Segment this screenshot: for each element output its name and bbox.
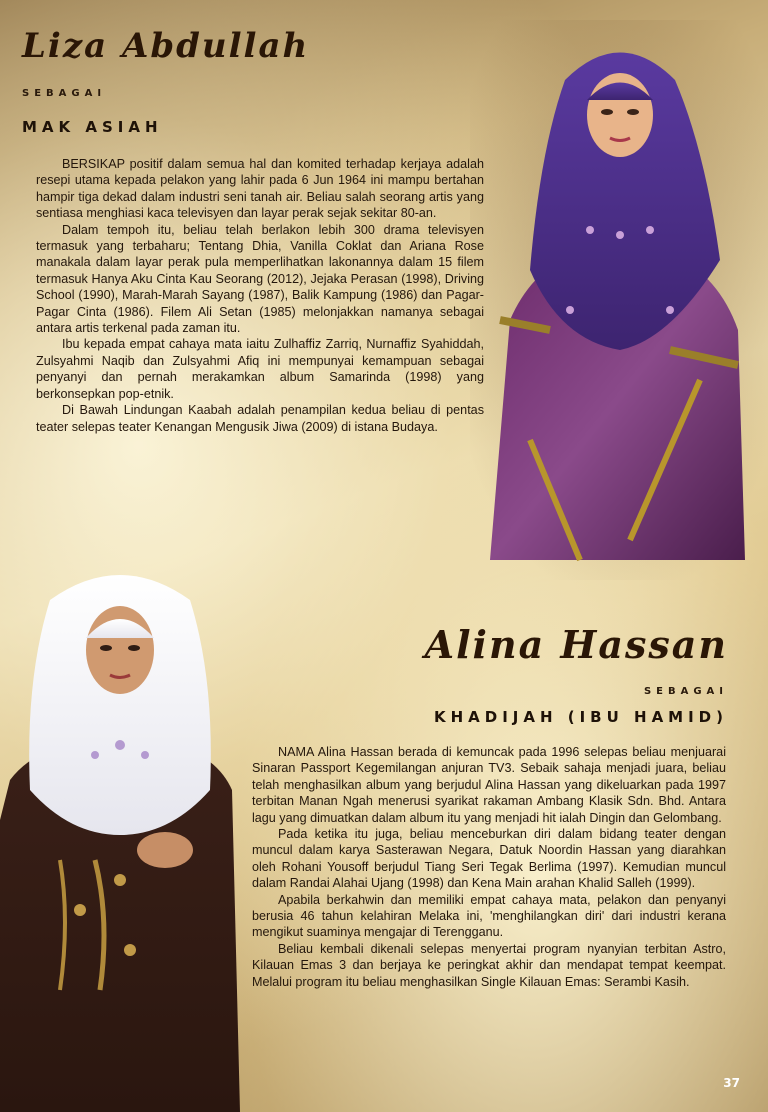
paragraph: Apabila berkahwin dan memiliki empat cahaya mata, pelakon dan penyanyi berusia 46 tahun kelahiran Melaka ini, 'menghilangkan diri' dari industri kerana mengikut suaminya mengajar di Terengganu. (252, 892, 726, 940)
paragraph: Beliau kembali dikenali selepas menyertai program nyanyian terbitan Astro, Kilauan Emas 3 dan berjaya ke peringkat akhir dan mendapat tempat keempat. Melalui program itu beliau menghasilkan Single Kilauan Emas: Serambi Kasih. (252, 941, 726, 989)
role-title-mak-asiah: MAK ASIAH (22, 118, 163, 136)
portrait-liza-abdullah (470, 20, 768, 580)
article-body-liza (36, 156, 484, 435)
role-title-khadijah: KHADIJAH (IBU HAMID) (433, 708, 728, 726)
portrait-alina-hassan (0, 560, 250, 1112)
paragraph: Pada ketika itu juga, beliau menceburkan diri dalam bidang teater dengan muncul dalam karya Sasterawan Negara, Datuk Noordin Hassan yang diarahkan oleh Rohani Yousoff berjudul Tiang Seri Tegak Berlima (1997). Kemudian muncul dalam Randai Alahai Ujang (1998) dan Kena Main arahan Khalid Salleh (1999). (252, 827, 726, 891)
sebagai-label-1: SEBAGAI (22, 88, 107, 99)
sebagai-label-2: SEBAGAI (643, 686, 728, 697)
name-heading-alina: Alina Hassan (424, 622, 728, 667)
page-number: 37 (723, 1076, 740, 1090)
paragraph: Di Bawah Lindungan Kaabah adalah penampilan kedua beliau di pentas teater selepas teater Kenangan Mengusik Jiwa (2009) di istana Budaya. (36, 403, 484, 434)
name-heading-liza: Liza Abdullah (22, 26, 310, 66)
paragraph: Ibu kepada empat cahaya mata iaitu Zulhaffiz Zarriq, Nurnaffiz Syahiddah, Zulsyahmi Naqib dan Zulsyahmi Afiq ini mempunyai kemampuan sebagai penyanyi dan pernah merakamkan album Samarinda (1998) yang berkonsepkan pop-etnik. (36, 337, 484, 401)
paragraph: BERSIKAP positif dalam semua hal dan komited terhadap kerjaya adalah resepi utama kepada pelakon yang lahir pada 6 Jun 1964 ini mampu bertahan hampir tiga dekad dalam industri seni tanah air. Beliau salah seorang artis yang sentiasa menghiasi kaca televisyen dan layar perak sejak sekitar 80-an. (36, 157, 484, 221)
paragraph: NAMA Alina Hassan berada di kemuncak pada 1996 selepas beliau menjuarai Sinaran Passport Kegemilangan anjuran TV3. Sebaik sahaja menjadi juara, beliau telah menghasilkan album yang berjudul Alina Hassan yang dikeluarkan pada 1997 terbitan Manan Ngah menerusi syarikat rakaman Ambang Klasik Sdn. Bhd. Antara lagu yang dimuatkan dalam album itu yang menjadi hit ialah Dingin dan Gelombang. (252, 745, 726, 825)
paragraph: Dalam tempoh itu, beliau telah berlakon lebih 300 drama televisyen termasuk yang terbaharu; Tentang Dhia, Vanilla Coklat dan Ariana Rose manakala dalam layar perak pula memperlihatkan lakonannya dalam 15 filem termasuk Hanya Aku Cinta Kau Seorang (2012), Jejaka Perasan (1998), Driving School (1990), Marah-Marah Sayang (1987), Balik Kampung (1986) dan Pagar-Pagar Cinta (1986). Filem Ali Setan (1985) melonjakkan namanya sebagai antara artis terkenal pada zaman itu. (36, 222, 484, 336)
article-body-alina (252, 744, 726, 990)
